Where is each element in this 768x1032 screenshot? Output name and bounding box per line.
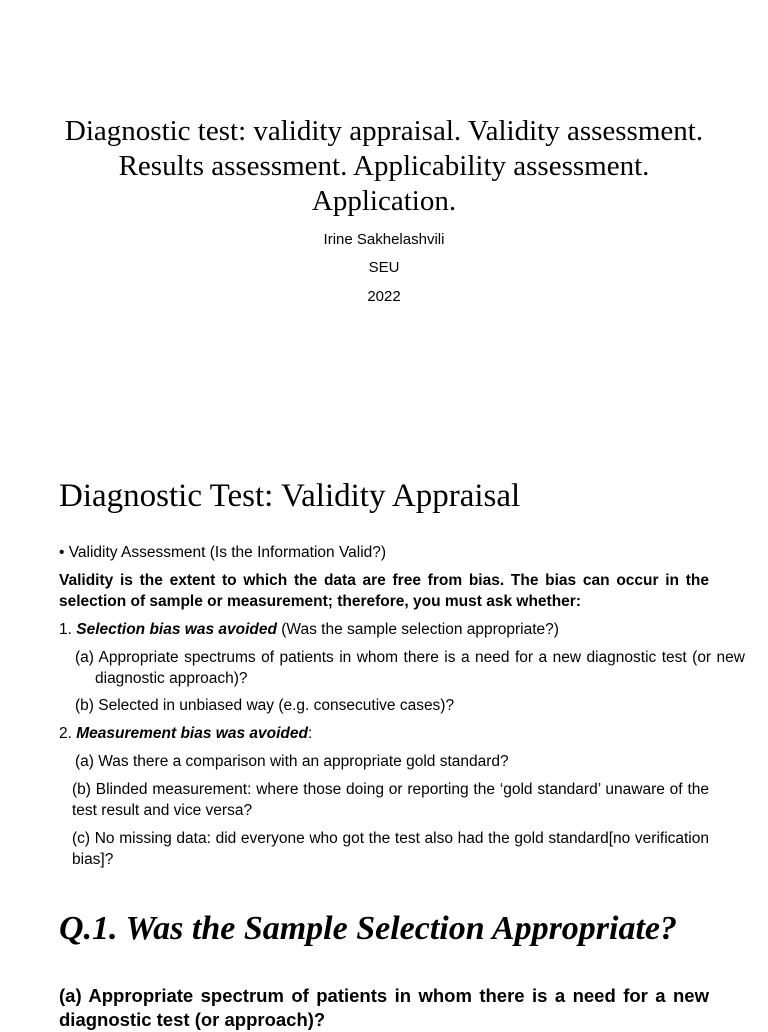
slide3-title: Q.1. Was the Sample Selection Appropriate? bbox=[59, 910, 678, 947]
year: 2022 bbox=[367, 288, 401, 305]
bullet-text: Validity Assessment (Is the Information Valid?) bbox=[68, 544, 387, 561]
validity-intro bbox=[59, 570, 709, 612]
item2-c: (c) No missing data: did everyone who got the test also had the gold standard[no verification bias]? bbox=[72, 830, 709, 868]
item1-heading bbox=[59, 619, 709, 640]
bullet-item bbox=[59, 542, 709, 563]
item1-number: 1. bbox=[59, 621, 77, 638]
intro-text: Validity is the extent to which the data are free from bias. The bias can occur in the selection of sample or measurement; therefore, you must ask whether: bbox=[59, 572, 709, 610]
slide2-title: Diagnostic Test: Validity Appraisal bbox=[59, 478, 521, 514]
slide3-text: (a) Appropriate spectrum of patients in whom there is a need for a new diagnostic test (or approach)? bbox=[59, 985, 709, 1030]
item2-a: (a) Was there a comparison with an appropriate gold standard? bbox=[75, 753, 509, 770]
item2-bold: Measurement bias was avoided bbox=[76, 725, 308, 742]
item1-b: (b) Selected in unbiased way (e.g. consecutive cases)? bbox=[75, 697, 455, 714]
item2-heading bbox=[59, 723, 709, 744]
item2-number: 2. bbox=[59, 725, 77, 742]
bullet-icon: • bbox=[59, 544, 69, 561]
institution: SEU bbox=[368, 259, 400, 276]
author-name: Irine Sakhelashvili bbox=[323, 231, 445, 248]
item1-rest: (Was the sample selection appropriate?) bbox=[276, 621, 559, 638]
item2-b: (b) Blinded measurement: where those doing or reporting the ‘gold standard’ unaware of the test result and vice versa? bbox=[72, 781, 709, 819]
slide1-title: Diagnostic test: validity appraisal. Validity assessment. Results assessment. Applicability assessment. Application. bbox=[64, 115, 704, 217]
item2-rest: : bbox=[307, 725, 313, 742]
item1-bold: Selection bias was avoided bbox=[76, 621, 277, 638]
item1-a: (a) Appropriate spectrums of patients in whom there is a need for a new diagnostic test (or new diagnostic approach)? bbox=[75, 649, 745, 687]
